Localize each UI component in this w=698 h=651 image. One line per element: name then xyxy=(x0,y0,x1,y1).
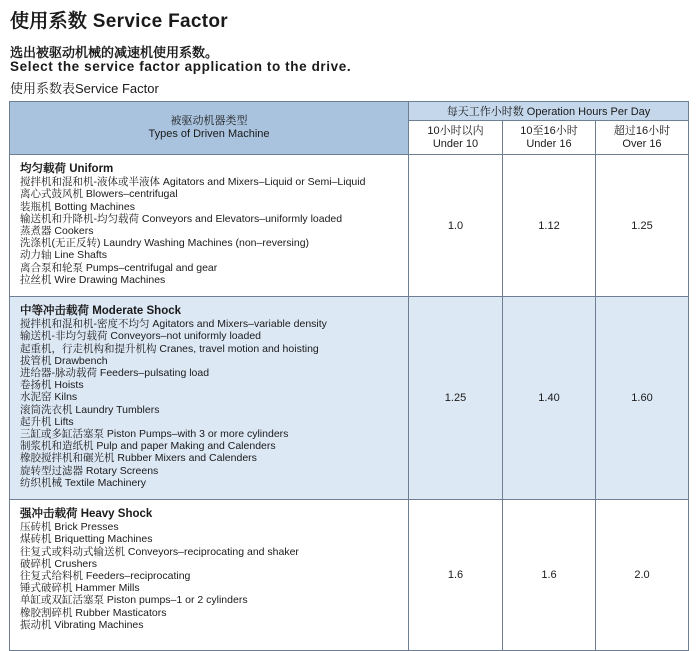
machine-item: 卷扬机 Hoists xyxy=(20,379,84,392)
machine-item: 单缸或双缸活塞泵 Piston pumps–1 or 2 cylinders xyxy=(20,594,248,607)
table-row-heavy-shock xyxy=(10,500,689,651)
column-header-under-10 xyxy=(409,121,503,155)
load-category-heading: 强冲击载荷 Heavy Shock xyxy=(20,508,153,520)
machine-item: 拉丝机 Wire Drawing Machines xyxy=(20,273,166,286)
subtitle-english: Select the service factor application to the drive. xyxy=(10,59,352,74)
machine-item: 煤砖机 Briquetting Machines xyxy=(20,533,153,546)
load-category-cell xyxy=(10,155,409,297)
column-header-under-16 xyxy=(503,121,596,155)
machine-item: 旋转型过滤器 Rotary Screens xyxy=(20,464,159,477)
factor-over-16: 1.60 xyxy=(596,297,689,500)
table-row-uniform xyxy=(10,155,689,297)
factor-under-16: 1.40 xyxy=(503,297,596,500)
load-category-cell xyxy=(10,297,409,500)
machine-item: 锤式破碎机 Hammer Mills xyxy=(20,582,140,595)
machine-item: 往复式给料机 Feeders–reciprocating xyxy=(20,570,191,583)
column-header-cn: 10至16小时 xyxy=(520,124,578,137)
machine-item: 进给器-脉动载荷 Feeders–pulsating load xyxy=(20,367,210,380)
factor-over-16: 1.25 xyxy=(596,155,689,297)
machine-item: 制浆机和造纸机 Pulp and paper Making and Calenders xyxy=(20,440,276,453)
load-category-heading: 均匀载荷 Uniform xyxy=(20,163,114,175)
driven-machine-header xyxy=(10,102,409,155)
factor-under-10: 1.6 xyxy=(409,500,503,651)
machine-item: 橡胶割碎机 Rubber Masticators xyxy=(20,606,167,619)
machine-item: 纺织机械 Textile Machinery xyxy=(20,476,147,489)
machine-item: 搅拌机和混和机-密度不均匀 Agitators and Mixers–variable density xyxy=(20,318,327,331)
factor-under-16: 1.6 xyxy=(503,500,596,651)
machine-item: 橡胶搅拌机和碾光机 Rubber Mixers and Calenders xyxy=(20,452,257,465)
machine-item: 往复式或料动式输送机 Conveyors–reciprocating and shaker xyxy=(20,545,299,558)
column-header-cn: 10小时以内 xyxy=(427,124,484,137)
machine-item: 搅拌机和混和机-液体或半液体 Agitators and Mixers–Liquid or Semi–Liquid xyxy=(20,176,366,189)
machine-item: 起重机，行走机构和提升机构 Cranes, travel motion and hoisting xyxy=(20,342,319,355)
machine-item: 输送机-非均匀载荷 Conveyors–not uniformly loaded xyxy=(20,330,261,343)
machine-item: 蒸煮器 Cookers xyxy=(20,225,94,238)
machine-item: 装瓶机 Botting Machines xyxy=(20,200,135,213)
machine-item: 起升机 Lifts xyxy=(20,415,74,428)
page-title: 使用系数 Service Factor xyxy=(10,11,228,32)
driven-machine-header-cn: 被驱动机器类型 xyxy=(170,115,248,127)
factor-under-10: 1.0 xyxy=(409,155,503,297)
table-row-moderate-shock xyxy=(10,297,689,500)
table-title: 使用系数表Service Factor xyxy=(10,81,159,96)
machine-item: 离合泵和轮泵 Pumps–centrifugal and gear xyxy=(20,261,218,274)
column-header-cn: 超过16小时 xyxy=(613,124,671,137)
subtitle-chinese: 选出被驱动机械的减速机使用系数。 xyxy=(10,45,219,60)
machine-item: 压砖机 Brick Presses xyxy=(20,521,119,534)
machine-item: 滚筒洗衣机 Laundry Tumblers xyxy=(20,403,160,416)
machine-item: 洗涤机(无正反转) Laundry Washing Machines (non–reversing) xyxy=(20,237,310,250)
factor-over-16: 2.0 xyxy=(596,500,689,651)
machine-item: 水泥窑 Kilns xyxy=(20,391,78,404)
machine-item: 振动机 Vibrating Machines xyxy=(20,618,144,631)
factor-under-16: 1.12 xyxy=(503,155,596,297)
column-header-en: Under 10 xyxy=(432,137,479,150)
load-category-cell xyxy=(10,500,409,651)
machine-item: 三缸或多缸活塞泵 Piston Pumps–with 3 or more cylinders xyxy=(20,428,289,441)
machine-item: 拔管机 Drawbench xyxy=(20,354,108,367)
machine-item: 离心式鼓风机 Blowers–centrifugal xyxy=(20,188,178,201)
machine-item: 动力轴 Line Shafts xyxy=(20,249,107,262)
load-category-heading: 中等冲击载荷 Moderate Shock xyxy=(20,305,182,317)
column-header-en: Over 16 xyxy=(622,137,662,150)
column-header-en: Under 16 xyxy=(526,137,572,150)
factor-under-10: 1.25 xyxy=(409,297,503,500)
machine-item: 破碎机 Crushers xyxy=(20,557,98,570)
column-header-over-16 xyxy=(596,121,689,155)
driven-machine-header-en: Types of Driven Machine xyxy=(148,128,270,140)
service-factor-table xyxy=(9,101,689,651)
operation-hours-header: 每天工作小时数 Operation Hours Per Day xyxy=(409,102,689,121)
machine-item: 输送机和升降机-均匀载荷 Conveyors and Elevators–uniformly loaded xyxy=(20,212,343,225)
